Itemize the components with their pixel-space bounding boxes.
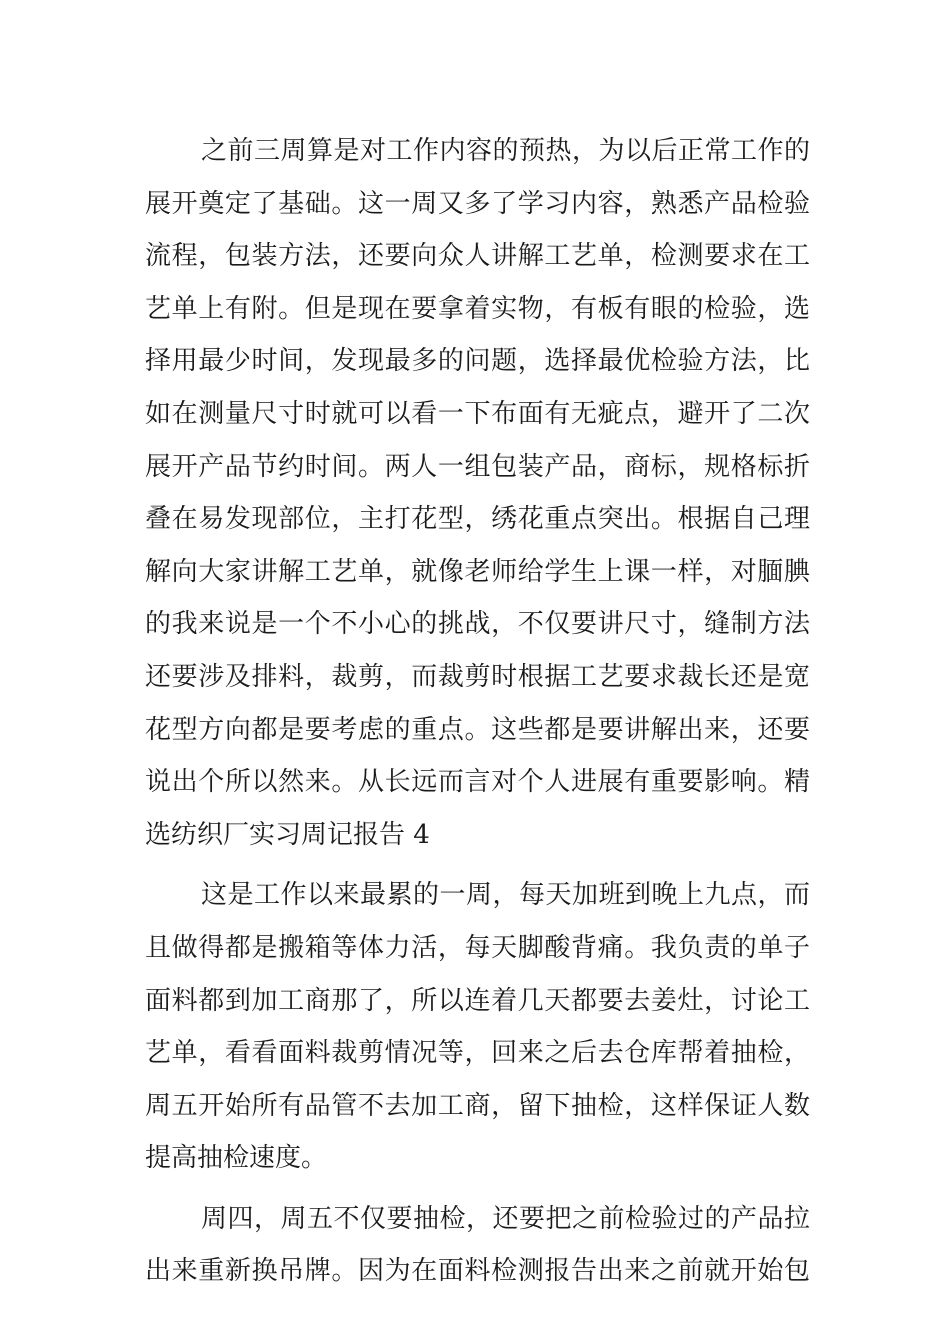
paragraph-gap: [145, 861, 810, 869]
text-line: 周四，周五不仅要抽检，还要把之前检验过的产品拉: [201, 1203, 810, 1234]
text-line: 展开产品节约时间。两人一组包装产品，商标，规格标折: [145, 451, 810, 482]
text-line: 择用最少时间，发现最多的问题，选择最优检验方法，比: [145, 346, 810, 377]
text-line: 之前三周算是对工作内容的预热，为以后正常工作的: [201, 136, 810, 166]
text-line: 且做得都是搬箱等体力活，每天脚酸背痛。我负责的单子: [145, 932, 810, 963]
text-line: 流程，包装方法，还要向众人讲解工艺单，检测要求在工: [145, 241, 810, 272]
text-line: 展开奠定了基础。这一周又多了学习内容，熟悉产品检验: [145, 188, 810, 219]
paragraph-1: [145, 125, 810, 861]
text-line: 解向大家讲解工艺单，就像老师给学生上课一样，对腼腆: [145, 556, 810, 587]
text-line: 面料都到加工商那了，所以连着几天都要去姜灶，讨论工: [145, 985, 810, 1016]
paragraph-2: [145, 869, 810, 1185]
text-line: 的我来说是一个不小心的挑战，不仅要讲尺寸，缝制方法: [145, 609, 810, 640]
body-text: [145, 125, 810, 1298]
paragraph-gap: [145, 1185, 810, 1193]
text-line: 出来重新换吊牌。因为在面料检测报告出来之前就开始包: [145, 1256, 810, 1287]
text-line: 提高抽检速度。: [145, 1143, 328, 1174]
text-line: 周五开始所有品管不去加工商，留下抽检，这样保证人数: [145, 1090, 810, 1121]
text-line: 如在测量尺寸时就可以看一下布面有无疵点，避开了二次: [145, 398, 810, 429]
text-line: 艺单上有附。但是现在要拿着实物，有板有眼的检验，选: [145, 293, 810, 324]
text-line: 还要涉及排料，裁剪，而裁剪时根据工艺要求裁长还是宽: [145, 661, 810, 692]
text-line: 说出个所以然来。从长远而言对个人进展有重要影响。精: [145, 767, 810, 798]
text-line: 选纺织厂实习周记报告 4: [145, 819, 430, 850]
text-line: 叠在易发现部位，主打花型，绣花重点突出。根据自己理: [145, 504, 810, 535]
text-line: 花型方向都是要考虑的重点。这些都是要讲解出来，还要: [145, 714, 810, 745]
paragraph-3: [145, 1193, 810, 1298]
text-line: 这是工作以来最累的一周，每天加班到晚上九点，而: [201, 880, 810, 911]
text-line: 艺单，看看面料裁剪情况等，回来之后去仓库帮着抽检，: [145, 1038, 810, 1069]
